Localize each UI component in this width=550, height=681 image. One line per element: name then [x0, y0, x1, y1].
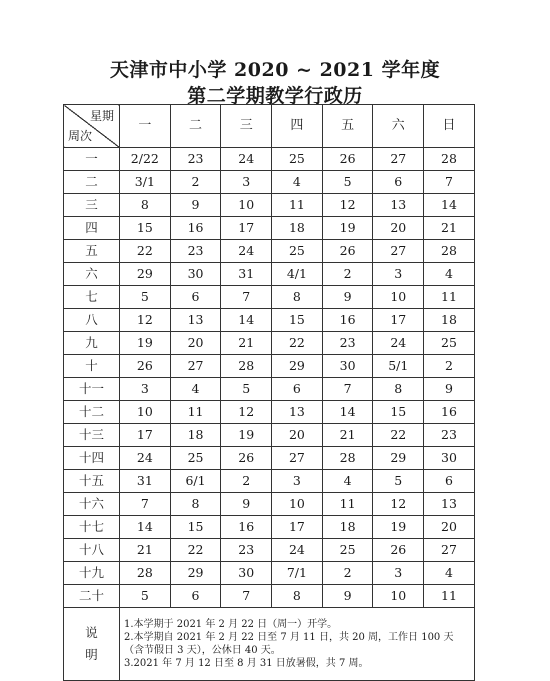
note-item: 1.本学期于 2021 年 2 月 22 日（周一）开学。	[124, 619, 338, 630]
date-cell: 20	[424, 516, 475, 539]
date-cell: 27	[424, 539, 475, 562]
date-cell: 18	[272, 217, 323, 240]
notes-label-char-1: 说	[85, 625, 98, 640]
week-label: 十二	[64, 401, 120, 424]
date-cell: 30	[221, 562, 272, 585]
date-cell: 26	[221, 447, 272, 470]
week-label: 七	[64, 286, 120, 309]
date-cell: 23	[170, 148, 221, 171]
date-cell: 15	[272, 309, 323, 332]
week-label: 十八	[64, 539, 120, 562]
date-cell: 31	[221, 263, 272, 286]
week-label: 十	[64, 355, 120, 378]
date-cell: 15	[170, 516, 221, 539]
date-cell: 15	[120, 217, 171, 240]
week-row	[64, 401, 475, 424]
week-label: 十四	[64, 447, 120, 470]
day-header-thu: 四	[272, 105, 323, 148]
date-cell: 26	[373, 539, 424, 562]
date-cell: 9	[424, 378, 475, 401]
date-cell: 24	[120, 447, 171, 470]
date-cell: 6	[373, 171, 424, 194]
date-cell: 26	[120, 355, 171, 378]
week-row	[64, 217, 475, 240]
calendar-title-line1: 天津市中小学 2020 ~ 2021 学年度	[109, 59, 441, 81]
week-label: 十九	[64, 562, 120, 585]
date-cell: 2	[322, 263, 373, 286]
date-cell: 10	[373, 585, 424, 608]
date-cell: 13	[170, 309, 221, 332]
week-row	[64, 171, 475, 194]
day-header-fri: 五	[322, 105, 373, 148]
week-label: 五	[64, 240, 120, 263]
week-label: 一	[64, 148, 120, 171]
date-cell: 9	[170, 194, 221, 217]
date-cell: 14	[221, 309, 272, 332]
date-cell: 29	[272, 355, 323, 378]
title-block	[0, 58, 550, 108]
date-cell: 20	[272, 424, 323, 447]
date-cell: 29	[120, 263, 171, 286]
date-cell: 2	[221, 470, 272, 493]
date-cell: 5	[322, 171, 373, 194]
date-cell: 17	[221, 217, 272, 240]
date-cell: 10	[120, 401, 171, 424]
date-cell: 25	[424, 332, 475, 355]
week-row	[64, 309, 475, 332]
date-cell: 11	[170, 401, 221, 424]
date-cell: 12	[322, 194, 373, 217]
day-header-sat: 六	[373, 105, 424, 148]
date-cell: 20	[170, 332, 221, 355]
week-label: 三	[64, 194, 120, 217]
day-header-mon: 一	[120, 105, 171, 148]
date-cell: 7	[221, 585, 272, 608]
date-cell: 16	[424, 401, 475, 424]
date-cell: 4	[170, 378, 221, 401]
date-cell: 7	[424, 171, 475, 194]
date-cell: 31	[120, 470, 171, 493]
date-cell: 19	[221, 424, 272, 447]
week-row	[64, 539, 475, 562]
week-row	[64, 470, 475, 493]
date-cell: 4	[424, 263, 475, 286]
date-cell: 19	[120, 332, 171, 355]
date-cell: 16	[221, 516, 272, 539]
date-cell: 25	[170, 447, 221, 470]
date-cell: 6/1	[170, 470, 221, 493]
date-cell: 29	[170, 562, 221, 585]
date-cell: 5	[373, 470, 424, 493]
date-cell: 23	[424, 424, 475, 447]
date-cell: 12	[373, 493, 424, 516]
week-label: 十一	[64, 378, 120, 401]
date-cell: 8	[170, 493, 221, 516]
week-row	[64, 263, 475, 286]
date-cell: 12	[221, 401, 272, 424]
date-cell: 28	[424, 240, 475, 263]
date-cell: 9	[322, 585, 373, 608]
week-label: 十七	[64, 516, 120, 539]
date-cell: 5/1	[373, 355, 424, 378]
date-cell: 21	[120, 539, 171, 562]
date-cell: 25	[272, 148, 323, 171]
week-row	[64, 148, 475, 171]
week-row	[64, 585, 475, 608]
week-row	[64, 562, 475, 585]
date-cell: 22	[373, 424, 424, 447]
week-label: 六	[64, 263, 120, 286]
notes-label	[64, 608, 120, 681]
date-cell: 2/22	[120, 148, 171, 171]
date-cell: 9	[322, 286, 373, 309]
week-row	[64, 240, 475, 263]
date-cell: 27	[373, 148, 424, 171]
calendar-body	[64, 148, 475, 608]
date-cell: 18	[424, 309, 475, 332]
week-row	[64, 493, 475, 516]
date-cell: 27	[373, 240, 424, 263]
week-row	[64, 355, 475, 378]
week-row	[64, 378, 475, 401]
date-cell: 18	[322, 516, 373, 539]
date-cell: 11	[424, 286, 475, 309]
date-cell: 28	[322, 447, 373, 470]
date-cell: 8	[272, 286, 323, 309]
date-cell: 2	[322, 562, 373, 585]
week-label: 二十	[64, 585, 120, 608]
date-cell: 3/1	[120, 171, 171, 194]
note-item: 2.本学期自 2021 年 2 月 22 日至 7 月 11 日，共 20 周，工作日 100 天（含节假日 3 天），公休日 40 天。	[124, 632, 454, 656]
notes-label-char-2: 明	[85, 647, 98, 662]
date-cell: 10	[373, 286, 424, 309]
date-cell: 3	[272, 470, 323, 493]
date-cell: 28	[221, 355, 272, 378]
date-cell: 19	[373, 516, 424, 539]
date-cell: 23	[322, 332, 373, 355]
week-row	[64, 194, 475, 217]
week-row	[64, 516, 475, 539]
date-cell: 2	[424, 355, 475, 378]
date-cell: 6	[424, 470, 475, 493]
date-cell: 2	[170, 171, 221, 194]
date-cell: 28	[424, 148, 475, 171]
date-cell: 5	[221, 378, 272, 401]
date-cell: 4/1	[272, 263, 323, 286]
date-cell: 8	[373, 378, 424, 401]
week-row	[64, 286, 475, 309]
date-cell: 27	[170, 355, 221, 378]
date-cell: 25	[322, 539, 373, 562]
week-label: 四	[64, 217, 120, 240]
week-label: 十三	[64, 424, 120, 447]
date-cell: 18	[170, 424, 221, 447]
week-label: 十六	[64, 493, 120, 516]
date-cell: 10	[221, 194, 272, 217]
date-cell: 21	[322, 424, 373, 447]
calendar-table	[63, 104, 475, 681]
date-cell: 5	[120, 585, 171, 608]
date-cell: 13	[373, 194, 424, 217]
date-cell: 24	[272, 539, 323, 562]
date-cell: 23	[221, 539, 272, 562]
date-cell: 5	[120, 286, 171, 309]
date-cell: 8	[272, 585, 323, 608]
header-row	[64, 105, 475, 148]
note-item: 3.2021 年 7 月 12 日至 8 月 31 日放暑假，共 7 周。	[124, 658, 369, 669]
date-cell: 22	[120, 240, 171, 263]
date-cell: 19	[322, 217, 373, 240]
date-cell: 16	[322, 309, 373, 332]
corner-cell	[64, 105, 120, 148]
date-cell: 30	[424, 447, 475, 470]
date-cell: 14	[322, 401, 373, 424]
date-cell: 16	[170, 217, 221, 240]
date-cell: 21	[424, 217, 475, 240]
date-cell: 6	[170, 286, 221, 309]
date-cell: 17	[272, 516, 323, 539]
week-label: 八	[64, 309, 120, 332]
date-cell: 3	[373, 263, 424, 286]
date-cell: 14	[424, 194, 475, 217]
date-cell: 7	[120, 493, 171, 516]
date-cell: 27	[272, 447, 323, 470]
date-cell: 30	[322, 355, 373, 378]
date-cell: 26	[322, 148, 373, 171]
week-row	[64, 424, 475, 447]
date-cell: 3	[120, 378, 171, 401]
calendar-title-line2: 第二学期教学行政历	[187, 85, 363, 107]
date-cell: 24	[373, 332, 424, 355]
date-cell: 3	[221, 171, 272, 194]
date-cell: 21	[221, 332, 272, 355]
date-cell: 20	[373, 217, 424, 240]
date-cell: 4	[322, 470, 373, 493]
notes-text	[120, 608, 475, 681]
corner-weekday-label: 星期	[89, 109, 114, 123]
date-cell: 7/1	[272, 562, 323, 585]
date-cell: 4	[272, 171, 323, 194]
date-cell: 12	[120, 309, 171, 332]
corner-week-label: 周次	[68, 129, 93, 143]
date-cell: 11	[272, 194, 323, 217]
week-row	[64, 332, 475, 355]
date-cell: 30	[170, 263, 221, 286]
date-cell: 3	[373, 562, 424, 585]
date-cell: 22	[272, 332, 323, 355]
day-header-tue: 二	[170, 105, 221, 148]
date-cell: 23	[170, 240, 221, 263]
week-label: 二	[64, 171, 120, 194]
date-cell: 13	[272, 401, 323, 424]
date-cell: 7	[221, 286, 272, 309]
date-cell: 11	[322, 493, 373, 516]
date-cell: 17	[373, 309, 424, 332]
date-cell: 15	[373, 401, 424, 424]
date-cell: 8	[120, 194, 171, 217]
date-cell: 28	[120, 562, 171, 585]
date-cell: 10	[272, 493, 323, 516]
date-cell: 26	[322, 240, 373, 263]
date-cell: 11	[424, 585, 475, 608]
week-label: 十五	[64, 470, 120, 493]
day-header-wed: 三	[221, 105, 272, 148]
date-cell: 14	[120, 516, 171, 539]
date-cell: 25	[272, 240, 323, 263]
date-cell: 17	[120, 424, 171, 447]
date-cell: 6	[170, 585, 221, 608]
week-label: 九	[64, 332, 120, 355]
date-cell: 24	[221, 240, 272, 263]
week-row	[64, 447, 475, 470]
date-cell: 9	[221, 493, 272, 516]
notes-row	[64, 608, 475, 681]
day-header-sun: 日	[424, 105, 475, 148]
date-cell: 7	[322, 378, 373, 401]
date-cell: 22	[170, 539, 221, 562]
date-cell: 4	[424, 562, 475, 585]
date-cell: 6	[272, 378, 323, 401]
date-cell: 13	[424, 493, 475, 516]
date-cell: 24	[221, 148, 272, 171]
date-cell: 29	[373, 447, 424, 470]
